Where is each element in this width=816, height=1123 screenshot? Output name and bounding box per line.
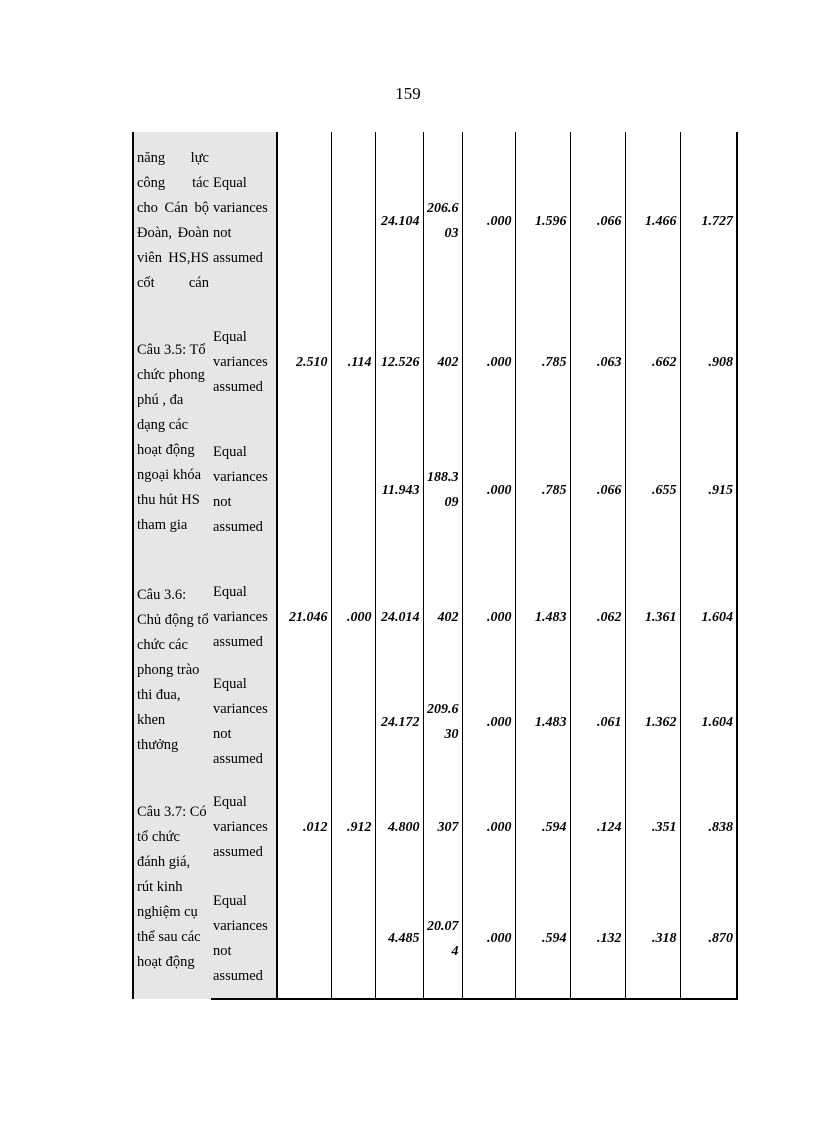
t-value: 11.943 <box>375 414 423 566</box>
t-value: 12.526 <box>375 310 423 414</box>
sig-2-tailed: .000 <box>462 669 515 775</box>
variance-assumption: Equal variances not assumed <box>211 669 277 775</box>
levene-sig <box>331 879 375 999</box>
sig-2-tailed: .000 <box>462 566 515 669</box>
ci-lower: 1.466 <box>625 132 680 310</box>
ci-lower: .655 <box>625 414 680 566</box>
sig-2-tailed: .000 <box>462 310 515 414</box>
std-error-difference: .066 <box>570 414 625 566</box>
levene-sig: .000 <box>331 566 375 669</box>
levene-f: 2.510 <box>277 310 331 414</box>
ci-lower: .351 <box>625 775 680 879</box>
item-label-cau-3-7: Câu 3.7: Có tổ chức đánh giá, rút kinh nghiệm cụ thể sau các hoạt động <box>133 775 211 999</box>
df-value: 206.603 <box>423 132 462 310</box>
mean-difference: 1.483 <box>515 566 570 669</box>
df-value: 188.309 <box>423 414 462 566</box>
t-value: 24.104 <box>375 132 423 310</box>
sig-2-tailed: .000 <box>462 132 515 310</box>
ci-upper: .908 <box>680 310 737 414</box>
variance-assumption: Equal variances assumed <box>211 775 277 879</box>
levene-sig <box>331 669 375 775</box>
table-row <box>133 566 737 669</box>
ci-upper: 1.727 <box>680 132 737 310</box>
levene-f <box>277 879 331 999</box>
ci-lower: .662 <box>625 310 680 414</box>
df-value: 209.630 <box>423 669 462 775</box>
levene-f <box>277 414 331 566</box>
mean-difference: .594 <box>515 775 570 879</box>
t-value: 24.172 <box>375 669 423 775</box>
variance-assumption: Equal variances assumed <box>211 566 277 669</box>
ci-lower: 1.362 <box>625 669 680 775</box>
variance-assumption: Equal variances not assumed <box>211 132 277 310</box>
df-value: 402 <box>423 310 462 414</box>
table-row <box>133 775 737 879</box>
table-row <box>133 879 737 999</box>
independent-samples-test-table <box>132 132 738 1000</box>
variance-assumption: Equal variances assumed <box>211 310 277 414</box>
t-value: 4.800 <box>375 775 423 879</box>
mean-difference: .594 <box>515 879 570 999</box>
sig-2-tailed: .000 <box>462 775 515 879</box>
levene-sig <box>331 414 375 566</box>
levene-f: 21.046 <box>277 566 331 669</box>
ci-upper: 1.604 <box>680 669 737 775</box>
ci-upper: 1.604 <box>680 566 737 669</box>
variance-assumption: Equal variances not assumed <box>211 879 277 999</box>
ci-upper: .915 <box>680 414 737 566</box>
ci-upper: .838 <box>680 775 737 879</box>
ci-lower: 1.361 <box>625 566 680 669</box>
table-row <box>133 414 737 566</box>
page-number: 159 <box>395 84 421 103</box>
sig-2-tailed: .000 <box>462 414 515 566</box>
levene-sig: .912 <box>331 775 375 879</box>
df-value: 402 <box>423 566 462 669</box>
t-test-table-continued <box>132 132 736 1000</box>
std-error-difference: .061 <box>570 669 625 775</box>
std-error-difference: .124 <box>570 775 625 879</box>
item-label-cau-3-5: Câu 3.5: Tổ chức phong phú , đa dạng các hoạt động ngoại khóa thu hút HS tham gia <box>133 310 211 566</box>
mean-difference: 1.596 <box>515 132 570 310</box>
levene-sig <box>331 132 375 310</box>
table-row <box>133 669 737 775</box>
std-error-difference: .132 <box>570 879 625 999</box>
df-value: 20.074 <box>423 879 462 999</box>
t-value: 4.485 <box>375 879 423 999</box>
levene-f <box>277 132 331 310</box>
ci-upper: .870 <box>680 879 737 999</box>
ci-lower: .318 <box>625 879 680 999</box>
std-error-difference: .066 <box>570 132 625 310</box>
t-value: 24.014 <box>375 566 423 669</box>
levene-f: .012 <box>277 775 331 879</box>
sig-2-tailed: .000 <box>462 879 515 999</box>
levene-f <box>277 669 331 775</box>
mean-difference: .785 <box>515 414 570 566</box>
table-row <box>133 310 737 414</box>
std-error-difference: .062 <box>570 566 625 669</box>
variance-assumption: Equal variances not assumed <box>211 414 277 566</box>
table-row <box>133 132 737 310</box>
df-value: 307 <box>423 775 462 879</box>
item-label-continued: năng lực công tác cho Cán bộ Đoàn, Đoàn viên HS,HS cốt cán <box>133 132 211 310</box>
levene-sig: .114 <box>331 310 375 414</box>
item-label-cau-3-6: Câu 3.6: Chủ động tổ chức các phong trào thi đua, khen thưởng <box>133 566 211 775</box>
mean-difference: .785 <box>515 310 570 414</box>
mean-difference: 1.483 <box>515 669 570 775</box>
std-error-difference: .063 <box>570 310 625 414</box>
